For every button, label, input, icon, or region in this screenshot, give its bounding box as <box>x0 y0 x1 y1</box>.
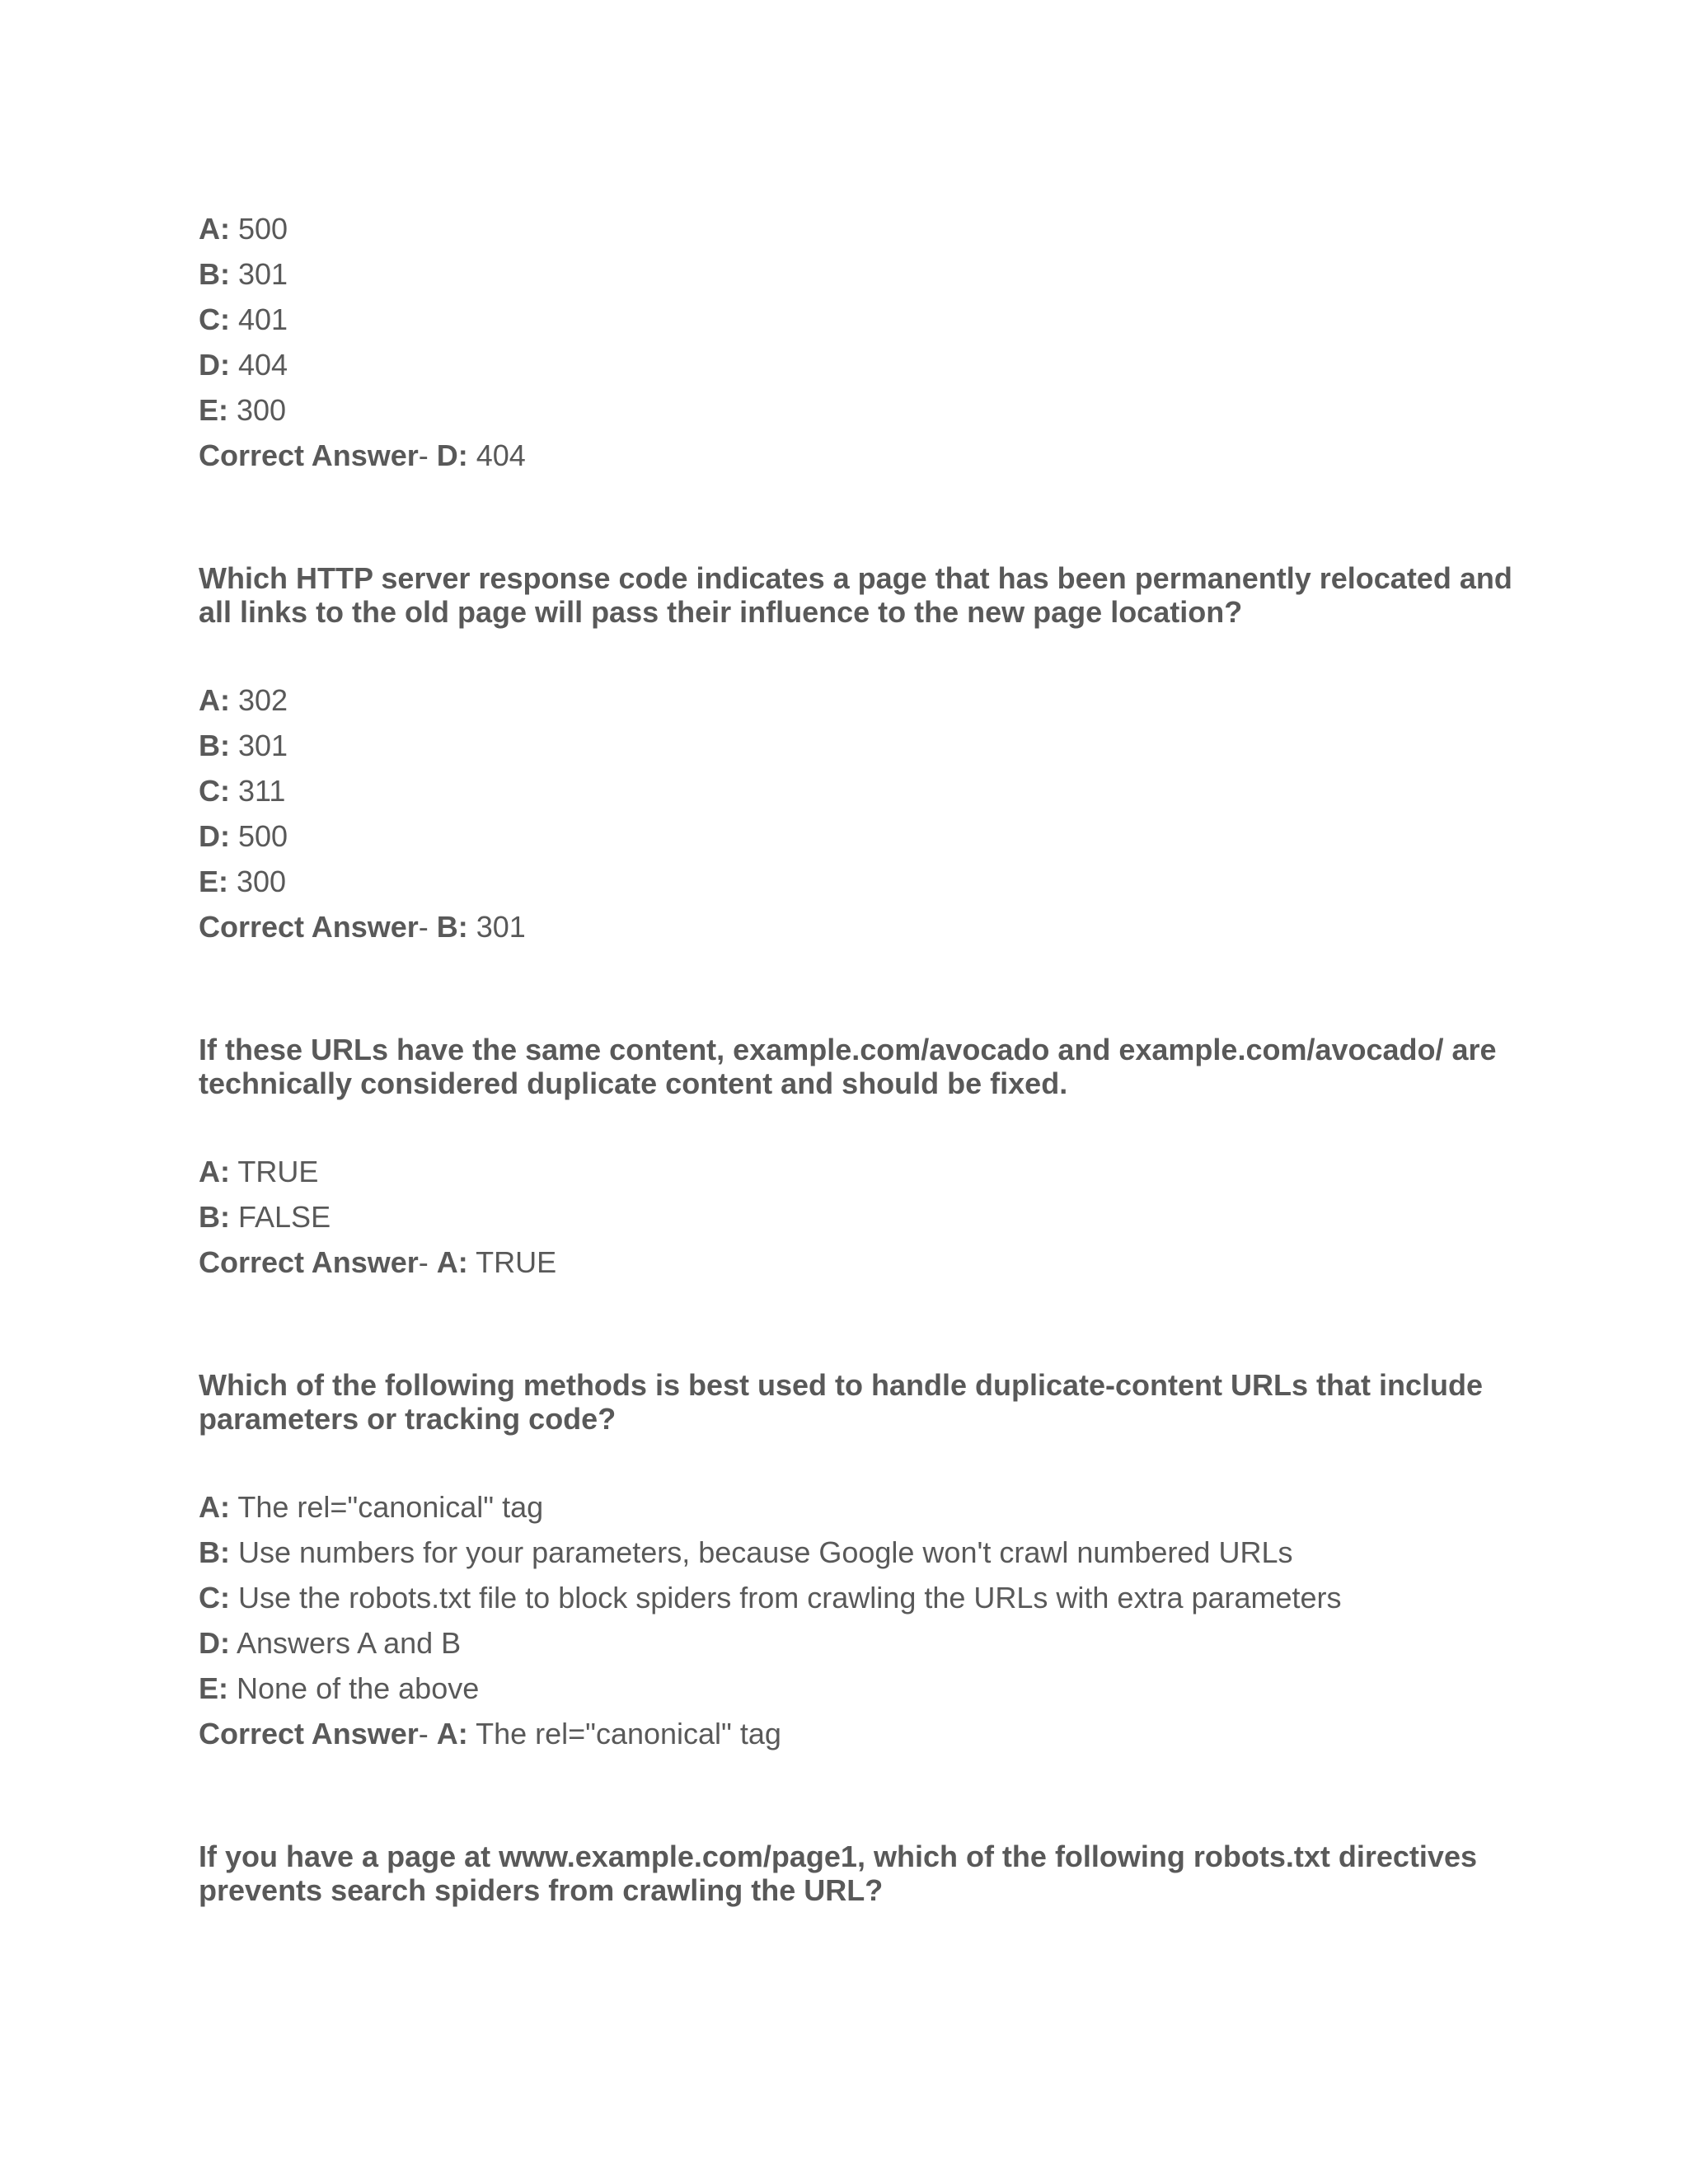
option-text: The rel="canonical" tag <box>237 1490 544 1524</box>
spacer <box>199 1285 1517 1368</box>
question-text: If you have a page at www.example.com/page1, which of the following robots.txt directives prevents search spiders from crawling the URL? <box>199 1840 1477 1907</box>
option-text: 311 <box>238 774 286 808</box>
question-text: If these URLs have the same content, example.com/avocado and example.com/avocado/ are technically considered duplicate content and should be fixed. <box>199 1033 1497 1100</box>
option-text: Answers A and B <box>237 1626 462 1660</box>
option-item <box>199 342 1517 387</box>
correct-answer-label: Correct Answer <box>199 1717 419 1750</box>
option-item <box>199 723 1517 768</box>
correct-answer <box>199 433 1517 478</box>
option-item <box>199 859 1517 904</box>
correct-answer-separator: - <box>418 1245 437 1279</box>
options-list <box>199 1484 1517 1711</box>
option-letter: C: <box>199 774 230 808</box>
quiz-page <box>199 206 1517 1907</box>
option-item <box>199 1620 1517 1666</box>
option-item <box>199 1149 1517 1194</box>
option-letter: A: <box>199 1155 230 1188</box>
spacer <box>199 1100 1517 1149</box>
correct-answer-label: Correct Answer <box>199 910 419 944</box>
options-list <box>199 206 1517 433</box>
correct-answer-separator: - <box>418 910 437 944</box>
option-item <box>199 206 1517 251</box>
option-letter: A: <box>199 683 230 717</box>
question-text: Which of the following methods is best used to handle duplicate-content URLs that include parameters or tracking code? <box>199 1368 1484 1436</box>
correct-answer-separator: - <box>418 438 437 472</box>
question-text: Which HTTP server response code indicates a page that has been permanently relocated and all links to the old page will pass their influence to the new page location? <box>199 561 1512 629</box>
correct-answer-text: The rel="canonical" tag <box>476 1717 781 1750</box>
spacer <box>199 629 1517 677</box>
option-text: 302 <box>238 683 288 717</box>
option-letter: C: <box>199 302 230 336</box>
option-text: TRUE <box>237 1155 319 1188</box>
option-letter: A: <box>199 212 230 246</box>
option-item <box>199 1666 1517 1711</box>
option-text: 404 <box>238 348 288 382</box>
option-letter: E: <box>199 1671 228 1705</box>
option-letter: B: <box>199 1200 230 1234</box>
correct-answer-letter: A: <box>436 1245 468 1279</box>
correct-answer-letter: D: <box>436 438 468 472</box>
option-item <box>199 251 1517 297</box>
correct-answer-letter: A: <box>436 1717 468 1750</box>
correct-answer-label: Correct Answer <box>199 1245 419 1279</box>
spacer <box>199 1756 1517 1840</box>
option-item <box>199 1484 1517 1530</box>
correct-answer-text: 301 <box>476 910 526 944</box>
option-text: 301 <box>238 729 288 762</box>
correct-answer <box>199 904 1517 949</box>
option-letter: D: <box>199 348 230 382</box>
option-letter: B: <box>199 729 230 762</box>
option-letter: B: <box>199 1535 230 1569</box>
correct-answer <box>199 1711 1517 1756</box>
correct-answer-separator: - <box>418 1717 437 1750</box>
spacer <box>199 478 1517 561</box>
question-block <box>199 1033 1517 1285</box>
correct-answer-text: TRUE <box>476 1245 557 1279</box>
option-item <box>199 297 1517 342</box>
question-block <box>199 1368 1517 1756</box>
option-item <box>199 813 1517 859</box>
option-item <box>199 387 1517 433</box>
correct-answer-text: 404 <box>476 438 526 472</box>
option-text: 300 <box>237 393 287 427</box>
correct-answer <box>199 1240 1517 1285</box>
option-text: 300 <box>237 865 287 898</box>
option-text: 401 <box>238 302 288 336</box>
option-text: 301 <box>238 257 288 291</box>
option-text: FALSE <box>238 1200 331 1234</box>
correct-answer-letter: B: <box>436 910 468 944</box>
spacer <box>199 949 1517 1033</box>
correct-answer-label: Correct Answer <box>199 438 419 472</box>
options-list <box>199 1149 1517 1240</box>
option-item <box>199 1530 1517 1575</box>
option-letter: E: <box>199 393 228 427</box>
option-text: 500 <box>238 819 288 853</box>
option-item <box>199 1194 1517 1240</box>
option-letter: D: <box>199 819 230 853</box>
option-text: 500 <box>238 212 288 246</box>
option-text: Use the robots.txt file to block spiders from crawling the URLs with extra parameters <box>238 1581 1342 1615</box>
question-block <box>199 1840 1517 1907</box>
option-item <box>199 768 1517 813</box>
option-letter: C: <box>199 1581 230 1615</box>
options-list <box>199 677 1517 904</box>
question-block <box>199 206 1517 478</box>
option-text: None of the above <box>237 1671 480 1705</box>
option-letter: D: <box>199 1626 230 1660</box>
option-letter: E: <box>199 865 228 898</box>
spacer <box>199 1436 1517 1484</box>
question-block <box>199 561 1517 949</box>
option-item <box>199 677 1517 723</box>
option-item <box>199 1575 1517 1620</box>
option-letter: B: <box>199 257 230 291</box>
option-text: Use numbers for your parameters, because Google won't crawl numbered URLs <box>238 1535 1293 1569</box>
option-letter: A: <box>199 1490 230 1524</box>
